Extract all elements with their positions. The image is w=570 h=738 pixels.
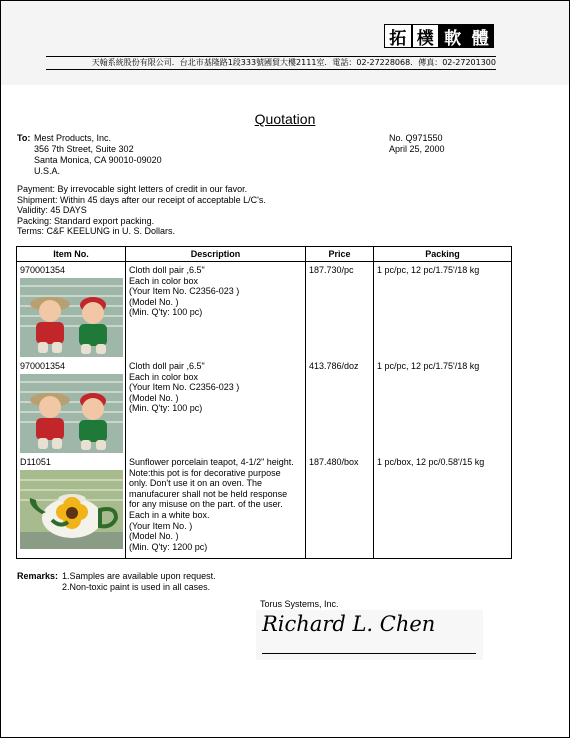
description-line: only. Don't use it on an oven. The bbox=[129, 478, 262, 489]
remark-item: 2.Non-toxic paint is used in all cases. bbox=[62, 582, 211, 592]
address-line: U.S.A. bbox=[34, 166, 61, 176]
terms-line: Packing: Standard export packing. bbox=[17, 215, 155, 226]
recipient-address bbox=[34, 133, 162, 177]
company-address-line: 天翰系統股份有限公司．台北市基隆路1段333號國貿大樓2111室．電話：02-27228068．傳真：02-27201300 bbox=[91, 58, 496, 67]
items-table bbox=[16, 246, 512, 559]
description-line: Cloth doll pair ,6.5" bbox=[129, 265, 205, 275]
packing-cell: 1 pc/pc, 12 pc/1.75'/18 kg bbox=[374, 262, 512, 359]
cloth-doll-pair-photo bbox=[20, 278, 123, 357]
item-number: D11051 bbox=[20, 457, 51, 467]
quote-meta bbox=[389, 133, 445, 155]
description-line: (Min. Q'ty: 1200 pc) bbox=[129, 541, 208, 552]
item-number: 970001354 bbox=[20, 265, 66, 275]
description-line: manufacurer shall not be held response bbox=[129, 488, 288, 499]
description-line: (Your Item No. ) bbox=[129, 520, 193, 531]
table-row bbox=[17, 262, 512, 359]
terms-block bbox=[17, 184, 266, 237]
address-line: Mest Products, Inc. bbox=[34, 133, 112, 143]
description-line: (Your Item No. C2356-023 ) bbox=[129, 382, 240, 393]
description-line: Note:this pot is for decorative purpose bbox=[129, 467, 281, 478]
description-line: (Your Item No. C2356-023 ) bbox=[129, 286, 240, 297]
description-line: (Min. Q'ty: 100 pc) bbox=[129, 307, 203, 318]
item-cell bbox=[17, 454, 126, 559]
description-cell bbox=[126, 454, 306, 559]
column-header: Item No. bbox=[17, 247, 126, 262]
terms-line: Validity: 45 DAYS bbox=[17, 205, 87, 216]
quote-date: April 25, 2000 bbox=[389, 144, 445, 154]
price-cell: 413.786/doz bbox=[306, 358, 374, 454]
description-line: (Model No. ) bbox=[129, 392, 179, 403]
description-line: (Min. Q'ty: 100 pc) bbox=[129, 403, 203, 414]
description-line: (Model No. ) bbox=[129, 296, 179, 307]
description-line: Sunflower porcelain teapot, 4-1/2" height. bbox=[129, 457, 294, 467]
description-line: for any misuse on the part. of the user. bbox=[129, 499, 283, 510]
description-line: Each in color box bbox=[129, 275, 199, 286]
logo-char: 樸 bbox=[412, 24, 440, 48]
column-header: Description bbox=[126, 247, 306, 262]
item-cell bbox=[17, 262, 126, 359]
table-header-row bbox=[17, 247, 512, 262]
column-header: Price bbox=[306, 247, 374, 262]
item-cell bbox=[17, 358, 126, 454]
terms-line: Shipment: Within 45 days after our receipt of acceptable L/C's. bbox=[17, 194, 266, 205]
terms-line: Payment: By irrevocable sight letters of credit in our favor. bbox=[17, 184, 248, 194]
recipient-label: To: bbox=[17, 133, 31, 143]
address-line: Santa Monica, CA 90010-09020 bbox=[34, 155, 162, 165]
remark-item: 1.Samples are available upon request. bbox=[62, 571, 216, 581]
remarks-label: Remarks: bbox=[17, 571, 59, 581]
price-cell: 187.730/pc bbox=[306, 262, 374, 359]
handwritten-signature: Richard L. Chen bbox=[262, 612, 436, 636]
price-cell: 187.480/box bbox=[306, 454, 374, 559]
letterhead-rule bbox=[46, 69, 496, 70]
logo-char: 軟 bbox=[439, 24, 467, 48]
cloth-doll-pair-photo bbox=[20, 374, 123, 453]
terms-line: Terms: C&F KEELUNG in U. S. Dollars. bbox=[17, 226, 176, 237]
sunflower-teapot-photo bbox=[20, 470, 123, 549]
table-row bbox=[17, 454, 512, 559]
description-line: Cloth doll pair ,6.5" bbox=[129, 361, 205, 371]
description-cell bbox=[126, 358, 306, 454]
signer-company: Torus Systems, Inc. bbox=[260, 599, 339, 609]
packing-cell: 1 pc/box, 12 pc/0.58'/15 kg bbox=[374, 454, 512, 559]
item-number: 970001354 bbox=[20, 361, 66, 371]
address-line: 356 7th Street, Suite 302 bbox=[34, 144, 134, 154]
description-line: (Model No. ) bbox=[129, 531, 179, 542]
signature-line bbox=[262, 653, 476, 654]
packing-cell: 1 pc/pc, 12 pc/1.75'/18 kg bbox=[374, 358, 512, 454]
table-row bbox=[17, 358, 512, 454]
logo-char: 體 bbox=[467, 24, 495, 48]
quote-number: No. Q971550 bbox=[389, 133, 443, 143]
remarks-list bbox=[62, 571, 216, 593]
company-logo bbox=[384, 24, 494, 48]
description-line: Each in a white box. bbox=[129, 509, 210, 520]
column-header: Packing bbox=[374, 247, 512, 262]
description-cell bbox=[126, 262, 306, 359]
logo-char: 拓 bbox=[384, 24, 412, 48]
document-title: Quotation bbox=[254, 111, 316, 127]
description-line: Each in color box bbox=[129, 371, 199, 382]
